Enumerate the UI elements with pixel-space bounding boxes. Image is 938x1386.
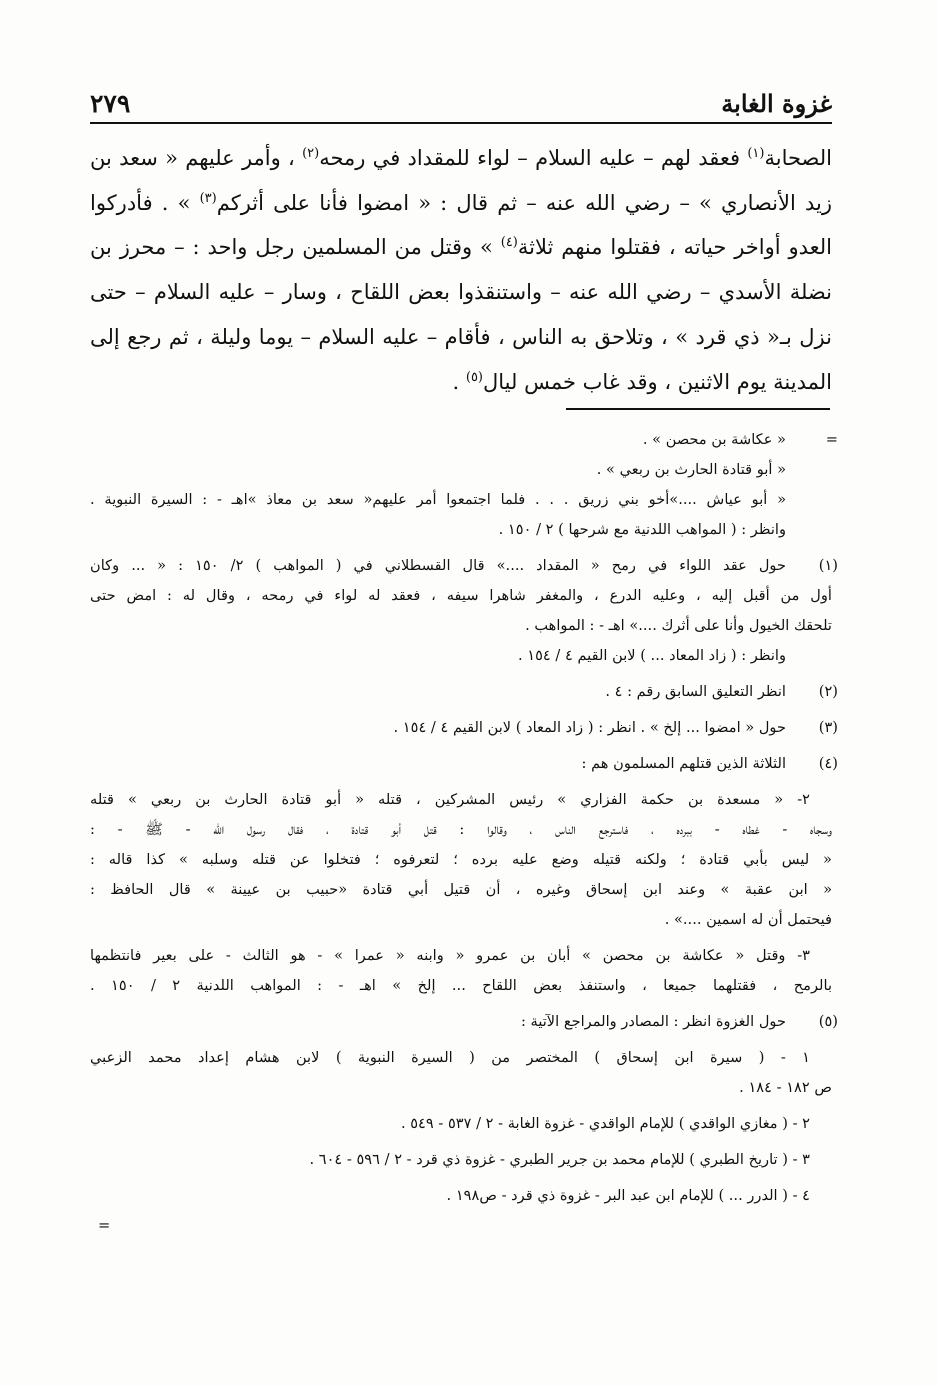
footnote-line xyxy=(90,785,832,815)
chapter-title: غزوة الغابة xyxy=(721,89,832,118)
footnote-line xyxy=(90,845,832,875)
footnote-separator xyxy=(566,408,830,410)
footnote-text: « أبو عياش ....»أخو بني زريق . . . فلما اجتمعوا أمر عليهم« سعد بن معاذ »اهـ - : السيرة النبوية . xyxy=(90,491,786,508)
footnote-reference: (٤) xyxy=(500,235,518,251)
footnote-line xyxy=(90,713,838,743)
footnote-text: أول من أقبل إليه ، وعليه الدرع ، والمغفر شاهرا سيفه ، فعقد له لواء في رمحه ، وقال له : امض حتى xyxy=(90,587,832,604)
footnote-line xyxy=(90,1043,832,1073)
footnote-line xyxy=(90,611,832,641)
footnote-line xyxy=(90,1181,832,1234)
footnote-marker: (١) xyxy=(818,557,838,574)
footnote-reference: (٣) xyxy=(199,190,217,206)
footnote-line xyxy=(90,875,832,905)
page-number: ٢٧٩ xyxy=(90,89,131,118)
footnote-marker: (٢) xyxy=(818,683,838,700)
continuation-mark: = xyxy=(98,1217,111,1234)
footnote-line xyxy=(90,941,832,971)
footnote-text: تلحقك الخيول وأنا على أثرك ....» اهـ - : المواهب . xyxy=(525,617,832,634)
footnote-line xyxy=(90,1109,832,1139)
paragraph-segment: الصحابة xyxy=(764,146,832,170)
footnote-text: ٢- « مسعدة بن حكمة الفزاري » رئيس المشركين ، قتله « أبو قتادة الحارث بن ربعي » قتله xyxy=(90,791,810,808)
footnote-text: « أبو قتادة الحارث بن ربعي » . xyxy=(596,461,786,478)
paragraph-segment: فعقد لهم – عليه السلام – لواء للمقداد في رمحه xyxy=(319,146,748,170)
footnote-text: الثلاثة الذين قتلهم المسلمون هم : xyxy=(581,755,786,772)
footnote-marker: (٣) xyxy=(818,719,838,736)
footnote-text: وانظر : ( المواهب اللدنية مع شرحها ) ٢ / ١٥٠ . xyxy=(498,521,786,538)
footnote-text: بالرمح ، فقتلهما جميعا ، واستنفذ بعض اللقاح ... إلخ » اهـ - : المواهب اللدنية ٢ / ١٥٠ . xyxy=(90,977,833,994)
running-header xyxy=(90,68,832,124)
paragraph-segment: » وقتل من المسلمين رجل واحد : – محرز بن نضلة الأسدي – رضي الله عنه – واستنقذوا بعض اللقاح ، وسار – عليه السلام – حتى نزل بـ« ذي قرد » ، وتلاحق به الناس ، فأقام – عليه السلام – يوما وليلة ، ثم رجع إلى المدينة يوم الاثنين ، وقد غاب خمس ليال xyxy=(90,235,832,394)
page xyxy=(90,68,832,404)
footnote-line xyxy=(90,455,832,485)
footnote-line xyxy=(90,641,832,671)
paragraph-segment: . xyxy=(452,369,466,394)
footnote-text: ١ - ( سيرة ابن إسحاق ) المختصر من ( السيرة النبوية ) لابن هشام إعداد محمد الزعبي xyxy=(90,1049,810,1066)
footnote-reference: (١) xyxy=(747,146,765,161)
footnote-line xyxy=(90,749,838,779)
footnote-reference: (٥) xyxy=(465,369,483,385)
footnote-line xyxy=(90,1007,838,1037)
footnote-line xyxy=(90,581,832,611)
footnote-text: « عكاشة بن محصن » . xyxy=(642,431,786,448)
footnote-text: انظر التعليق السابق رقم : ٤ . xyxy=(605,683,786,700)
footnote-text: ٢ - ( مغازي الواقدي ) للإمام الواقدي - غزوة الغابة - ٢ / ٥٣٧ - ٥٤٩ . xyxy=(400,1115,810,1132)
footnote-marker: (٤) xyxy=(818,755,838,772)
footnote-text: ٣- وقتل « عكاشة بن محصن » أبان بن عمرو « وابنه « عمرا » - هو الثالث - على بعير فانتظمها xyxy=(90,947,810,964)
footnote-line xyxy=(90,677,838,707)
footnote-text: ص ١٨٢ - ١٨٤ . xyxy=(739,1079,832,1096)
footnote-line xyxy=(90,485,832,515)
footnote-text: وسجاه - غطاه - ببرده ، فاسترجع الناس ، وقالوا : قتل أبو قتادة ، فقال رسول الله - ﷺ - : xyxy=(90,821,832,838)
footnote-line xyxy=(90,1145,832,1175)
footnote-text: ٣ - ( تاريخ الطبري ) للإمام محمد بن جرير الطبري - غزوة ذي قرد - ٢ / ٥٩٦ - ٦٠٤ . xyxy=(309,1151,810,1168)
footnote-text: حول عقد اللواء في رمح « المقداد ....» قال القسطلاني في ( المواهب ) ٢/ ١٥٠ : « ... وكان xyxy=(90,557,786,574)
footnote-line xyxy=(90,1073,832,1103)
footnote-text: « ليس بأبي قتادة ؛ ولكنه قتيله وضع عليه برده ؛ لتعرفوه ؛ فتخلوا عن قتله وسلبه » كذا قاله : xyxy=(90,851,832,868)
footnotes xyxy=(90,425,838,1234)
footnote-text: « ابن عقبة » وعند ابن إسحاق وغيره ، أن قتيل أبي قتادة «حبيب بن عيينة » قال الحافظ : xyxy=(90,881,832,898)
footnote-text: ٤ - ( الدرر ... ) للإمام ابن عبد البر - غزوة ذي قرد - ص١٩٨ . xyxy=(446,1187,810,1204)
footnote-line xyxy=(90,815,832,845)
footnote-text: حول الغزوة انظر : المصادر والمراجع الآتية : xyxy=(520,1013,786,1030)
footnote-text: حول « امضوا ... إلخ » . انظر : ( زاد المعاد ) لابن القيم ٤ / ١٥٤ . xyxy=(393,719,786,736)
footnote-line xyxy=(90,515,832,545)
footnote-text: فيحتمل أن له اسمين ....» . xyxy=(664,911,832,928)
paragraph-segment: » . فأدركوا العدو أواخر حياته ، فقتلوا منهم ثلاثة xyxy=(90,190,832,260)
footnote-line xyxy=(90,425,838,455)
footnote-marker: = xyxy=(825,431,838,448)
paragraph-segment: ، وأمر عليهم « سعد بن زيد الأنصاري » – رضي الله عنه – ثم قال : « امضوا فأنا على أثركم xyxy=(90,146,832,215)
footnote-line xyxy=(90,971,832,1001)
footnote-line xyxy=(90,551,838,581)
footnote-marker: (٥) xyxy=(818,1013,838,1030)
footnote-text: وانظر : ( زاد المعاد ... ) لابن القيم ٤ / ١٥٤ . xyxy=(517,647,786,664)
main-paragraph xyxy=(90,136,832,404)
footnote-reference: (٢) xyxy=(302,146,320,161)
footnote-line xyxy=(90,905,832,935)
